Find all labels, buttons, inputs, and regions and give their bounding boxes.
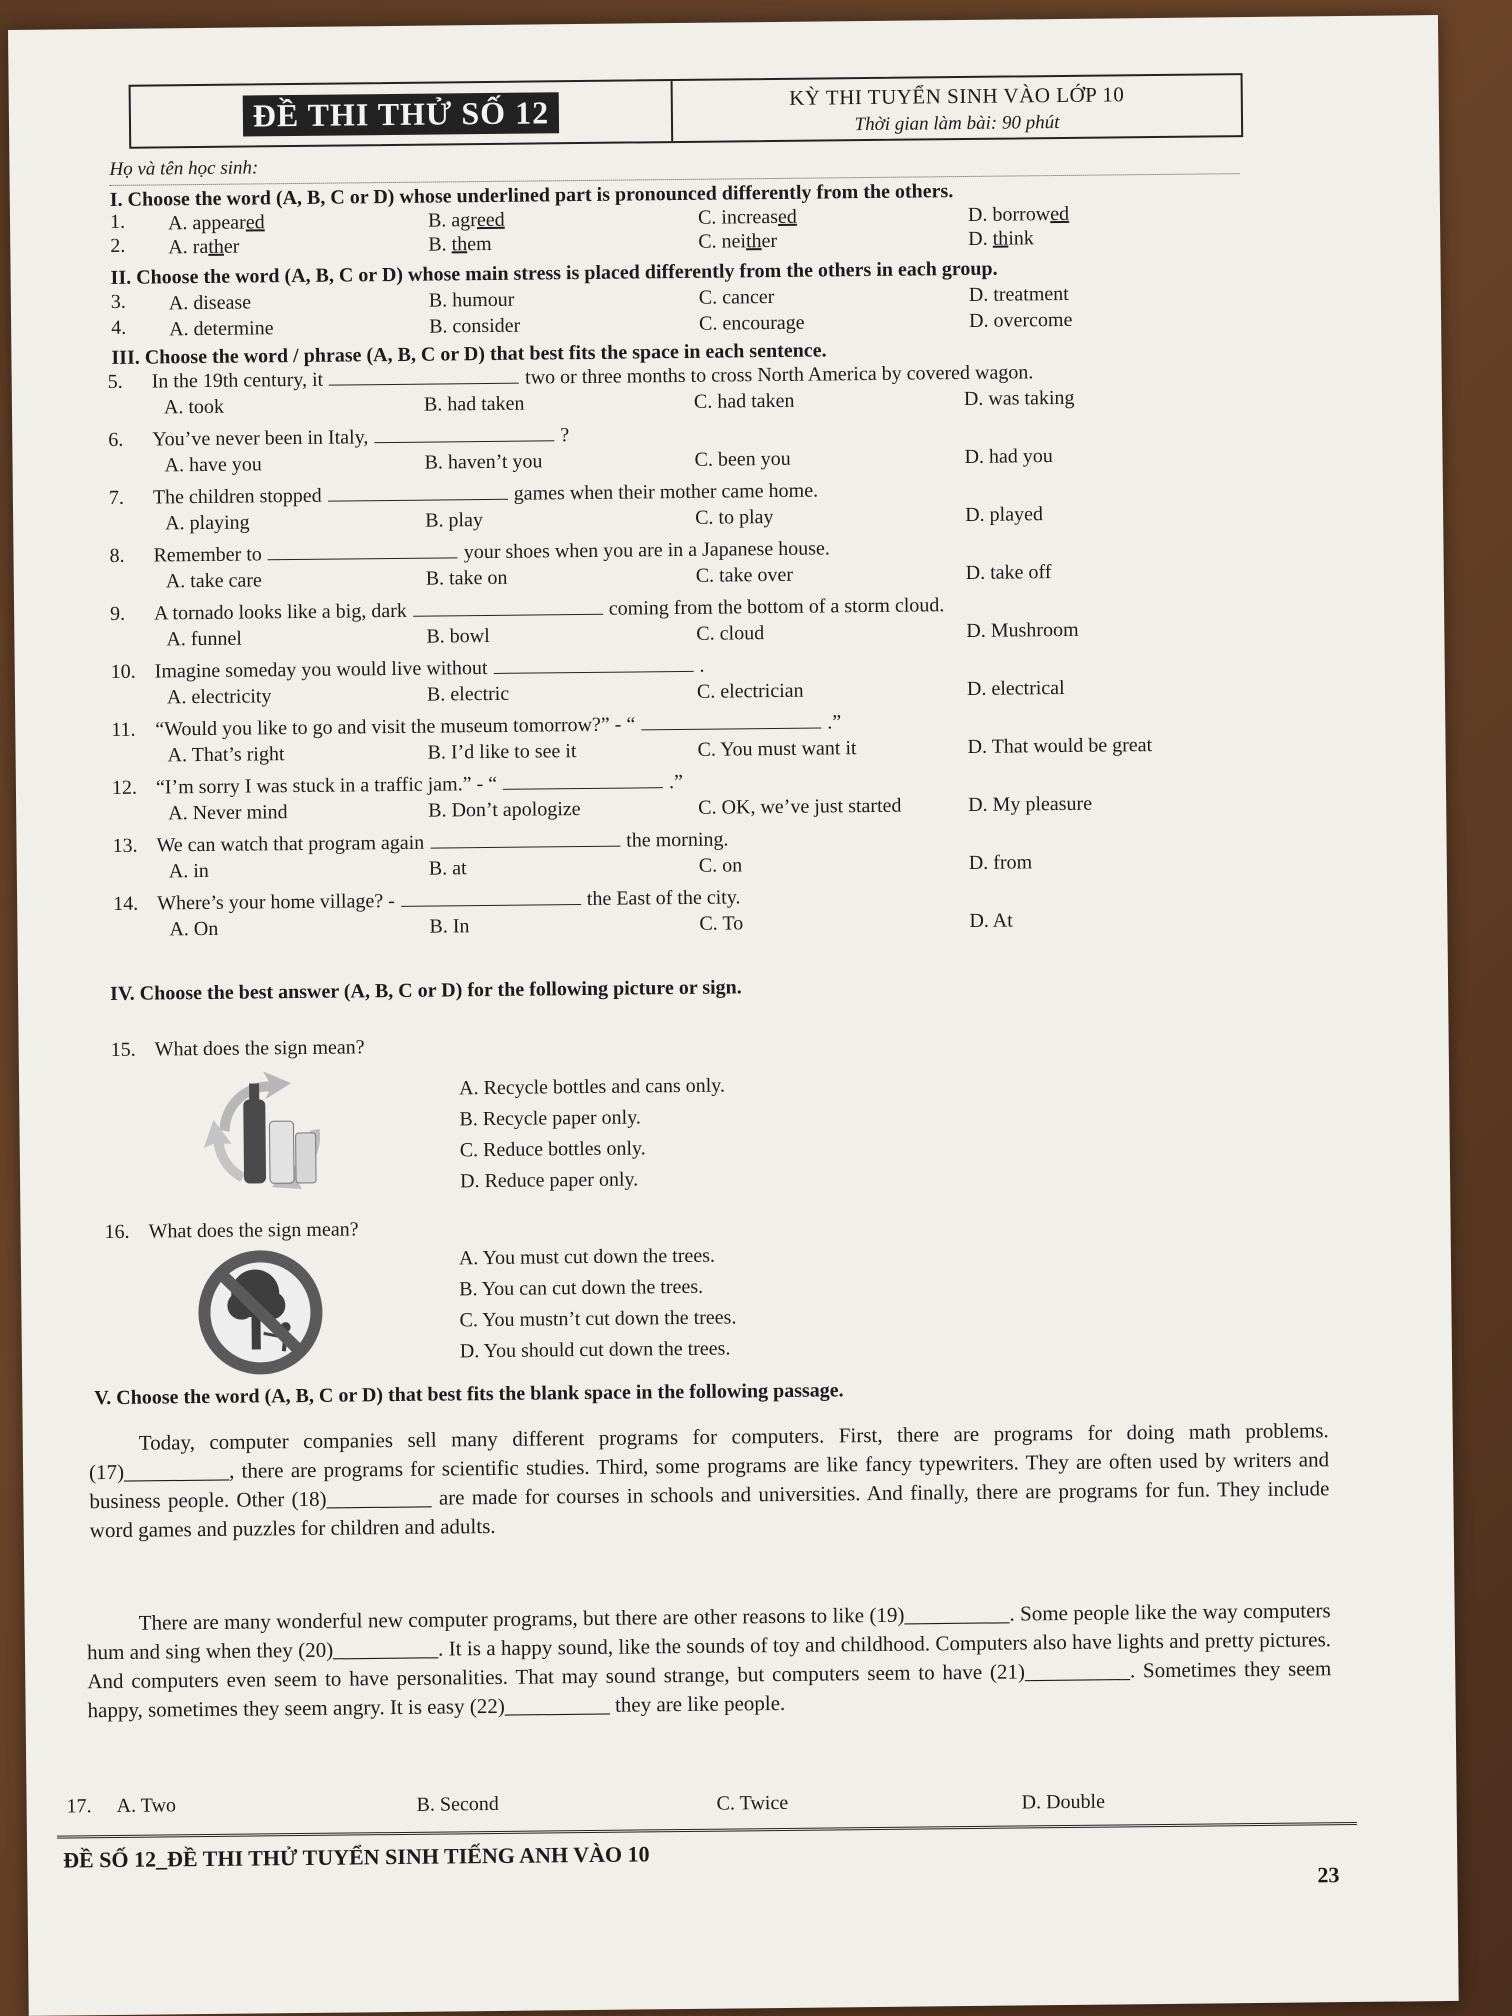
section-4-heading: IV. Choose the best answer (A, B, C or D) for the following picture or sign.: [109, 976, 742, 1005]
question-text: What does the sign mean?: [154, 1036, 365, 1061]
answer-option: B. bowl: [426, 624, 490, 648]
answer-option: A. electricity: [166, 685, 272, 709]
answer-option: [968, 203, 1069, 227]
question-text: .: [699, 654, 705, 677]
answer-option: A. Recycle bottles and cans only.: [458, 1074, 726, 1100]
answer-option: B. In: [429, 915, 470, 938]
header-info-cell: [673, 75, 1242, 141]
underlined-part: ed: [245, 211, 265, 234]
question-text: Remember to: [153, 543, 262, 567]
footer-title: ĐỀ SỐ 12_ĐỀ THI THỬ TUYỂN SINH TIẾNG ANH VÀO 10: [63, 1841, 650, 1873]
underlined-part: th: [208, 235, 224, 258]
question-text: We can watch that program again: [156, 831, 425, 857]
section-3-heading: III. Choose the word / phrase (A, B, C or D) that best fits the space in each sentence.: [111, 339, 827, 369]
question-number: 3.: [110, 290, 126, 313]
no-cutting-trees-sign-image: [197, 1249, 324, 1376]
answer-option: A. That’s right: [167, 743, 285, 767]
student-name-line: [109, 147, 1239, 186]
time-allowed: Thời gian làm bài: 90 phút: [854, 111, 1060, 136]
answer-option: B. humour: [428, 288, 515, 312]
recycle-bottles-sign-image: [199, 1069, 340, 1200]
answer-option: A. disease: [168, 291, 252, 315]
answer-option: C. You must want it: [697, 737, 857, 761]
answer-option: A. On: [169, 917, 219, 941]
answer-blank: [329, 367, 519, 386]
answer-option: A. Never mind: [168, 801, 288, 825]
answer-option: D. from: [968, 851, 1033, 874]
question-number: 13.: [112, 834, 138, 857]
answer-option: D. That would be great: [967, 734, 1153, 758]
question-text: “I’m sorry I was stuck in a traffic jam.” - “: [155, 772, 498, 799]
answer-option: C. To: [699, 912, 744, 935]
question-text: .”: [827, 711, 842, 734]
answer-option: D. played: [965, 503, 1044, 527]
header-title-cell: [131, 81, 674, 147]
answer-option: A. take care: [165, 569, 262, 593]
answer-blank: [413, 598, 603, 617]
can-icon: [296, 1133, 317, 1183]
question-number: 9.: [110, 602, 126, 625]
answer-option: C. Twice: [716, 1791, 789, 1815]
option-text: ink: [1008, 227, 1034, 250]
answer-option: B. I’d like to see it: [427, 740, 577, 764]
question-15-stem: [111, 1036, 365, 1062]
question-text: What does the sign mean?: [148, 1218, 359, 1243]
answer-option: B. take on: [425, 566, 508, 590]
answer-option: A. playing: [165, 511, 250, 535]
answer-option: C. take over: [695, 563, 794, 587]
answer-option: B. haven’t you: [424, 450, 543, 474]
test-title: ĐỀ THI THỬ SỐ 12: [243, 92, 560, 136]
answer-option: [428, 209, 505, 233]
answer-option: D. At: [969, 909, 1013, 932]
answer-option: [698, 206, 797, 230]
question-number: 6.: [108, 428, 124, 451]
bottle-icon: [243, 1099, 266, 1183]
option-text: er: [223, 235, 240, 258]
answer-option: B. play: [425, 509, 484, 532]
option-text: em: [467, 232, 492, 256]
question-text: two or three months to cross North America by covered wagon.: [524, 361, 1034, 389]
answer-option: A. have you: [164, 453, 262, 477]
passage-paragraph-1: Today, computer companies sell many different programs for computers. First, there are programs for doing math problems. (17)__________, there are programs for scientific studies. Third, some programs are like fancy typewriters. They are often used by writers and business people. Other (18)__________ are made for courses in schools and universities. And finally, there are programs for fun. They include word games and puzzles for children and adults.: [88, 1418, 1330, 1543]
question-stem: [110, 594, 944, 626]
answer-option: D. treatment: [968, 282, 1069, 306]
underlined-part: th: [745, 230, 762, 253]
question-16-stem: [104, 1218, 358, 1244]
answer-option: C. cloud: [696, 622, 765, 645]
question-stem: [113, 886, 741, 916]
answer-option: D. had you: [964, 445, 1053, 469]
question-text: the morning.: [626, 828, 729, 852]
answer-option: D. electrical: [966, 676, 1065, 700]
question-text: You’ve never been in Italy,: [152, 426, 369, 451]
student-name-label: Họ và tên học sinh:: [109, 157, 259, 180]
answer-option: C. electrician: [696, 679, 804, 703]
answer-option: B. at: [428, 857, 467, 880]
exam-paper: [8, 15, 1459, 2016]
question-number: 17.: [66, 1795, 92, 1818]
answer-blank: [493, 655, 693, 674]
exam-name: KỲ THI TUYỂN SINH VÀO LỚP 10: [789, 82, 1125, 110]
question-number: 5.: [107, 370, 123, 393]
question-text: ?: [560, 424, 570, 447]
answer-option: B. electric: [426, 682, 510, 706]
answer-option: C. OK, we’ve just started: [698, 794, 902, 819]
answer-option: [968, 227, 1034, 251]
question-number: 8.: [109, 544, 125, 567]
question-number: 7.: [108, 486, 125, 509]
question-number: 1.: [109, 210, 126, 233]
answer-option: [168, 211, 265, 235]
question-stem: [111, 655, 705, 684]
answer-option: D. Reduce paper only.: [459, 1168, 639, 1193]
answer-option: C. encourage: [698, 311, 805, 335]
underlined-part: ed: [777, 205, 797, 228]
question-stem: [108, 424, 569, 452]
option-text: D. borrow: [967, 203, 1051, 226]
question-stem: [109, 537, 830, 568]
answer-blank: [374, 424, 554, 443]
question-text: In the 19th century, it: [151, 368, 324, 393]
option-text: er: [761, 229, 778, 253]
question-text: Imagine someday you would live without: [154, 657, 488, 683]
answer-option: A. funnel: [166, 627, 243, 651]
answer-option: [168, 236, 239, 260]
answer-option: D. overcome: [968, 308, 1073, 332]
option-text: C. increas: [697, 205, 779, 229]
question-number: 2.: [110, 234, 126, 257]
question-text: A tornado looks like a big, dark: [154, 599, 407, 625]
answer-option: D. take off: [965, 561, 1052, 584]
answer-option: A. determine: [169, 317, 274, 341]
answer-option: C. cancer: [698, 285, 775, 309]
answer-option: B. Don’t apologize: [428, 798, 581, 822]
answer-blank: [268, 541, 458, 560]
underlined-part: th: [992, 227, 1009, 250]
question-text: the East of the city.: [586, 886, 741, 910]
question-number: 11.: [111, 718, 136, 741]
answer-option: [428, 233, 492, 257]
option-text: B. agr: [427, 209, 478, 232]
answer-option: D. Mushroom: [966, 618, 1079, 642]
question-number: 4.: [111, 316, 127, 339]
answer-option: A. You must cut down the trees.: [458, 1244, 716, 1270]
answer-blank: [328, 483, 508, 502]
answer-option: C. You mustn’t cut down the trees.: [459, 1306, 737, 1332]
question-text: .”: [668, 770, 684, 794]
answer-option: B. Recycle paper only.: [459, 1106, 641, 1131]
answer-option: C. been you: [694, 447, 791, 471]
answer-blank: [401, 888, 581, 907]
answer-option: C. Reduce bottles only.: [459, 1137, 646, 1162]
option-text: C. nei: [698, 230, 747, 253]
question-text: “Would you like to go and visit the museum tomorrow?” - “: [155, 713, 636, 741]
question-text: your shoes when you are in a Japanese house.: [463, 537, 830, 564]
answer-option: B. You can cut down the trees.: [459, 1275, 704, 1301]
option-text: B.: [428, 233, 452, 256]
question-number: 15.: [110, 1038, 136, 1061]
can-icon: [269, 1121, 294, 1183]
underlined-part: eed: [476, 208, 505, 232]
answer-option: C. to play: [695, 506, 774, 529]
answer-option: B. consider: [429, 314, 521, 338]
answer-option: D. was taking: [963, 386, 1075, 411]
answer-blank: [430, 830, 620, 849]
question-text: coming from the bottom of a storm cloud.: [608, 594, 945, 620]
answer-option: C. had taken: [693, 389, 795, 413]
question-number: 16.: [104, 1220, 130, 1244]
page-number: 23: [1317, 1862, 1340, 1888]
answer-option: A. Two: [116, 1794, 177, 1817]
footer-divider: [57, 1822, 1357, 1839]
question-stem: [111, 711, 841, 742]
question-number: 10.: [110, 660, 136, 683]
answer-blank: [641, 712, 821, 731]
answer-option: A. took: [163, 395, 225, 419]
question-stem: [112, 771, 683, 800]
exam-header: [129, 73, 1244, 149]
question-text: Where’s your home village? -: [157, 889, 395, 915]
answer-option: D. You should cut down the trees.: [459, 1337, 731, 1363]
option-text: A. ra: [168, 235, 209, 259]
section-5-heading: V. Choose the word (A, B, C or D) that best fits the blank space in the following passage.: [94, 1379, 844, 1410]
option-text: A. appear: [167, 211, 246, 235]
question-text: games when their mother came home.: [513, 479, 819, 505]
answer-option: C. on: [698, 854, 743, 877]
underlined-part: th: [451, 233, 468, 256]
section-1-heading: I. Choose the word (A, B, C or D) whose underlined part is pronounced differently from the others.: [109, 180, 954, 211]
question-stem: [109, 480, 818, 510]
question-number: 14.: [113, 892, 139, 915]
question-stem: [112, 829, 728, 858]
answer-option: D. My pleasure: [968, 792, 1093, 816]
section-2-heading: II. Choose the word (A, B, C or D) whose main stress is placed differently from the others in each group.: [110, 257, 998, 289]
answer-option: B. Second: [416, 1792, 499, 1816]
answer-option: B. had taken: [423, 392, 525, 416]
question-text: The children stopped: [152, 484, 322, 509]
passage-paragraph-2: There are many wonderful new computer programs, but there are other reasons to like (19)__________. Some people like the way computers hum and sing when they (20)__________. It is a happy sound, like the sounds of toy and childhood. Computers also have lights and pretty pictures. And computers even seem to have personalities. That may sound strange, but computers seem to have (21)__________. Sometimes they seem happy, sometimes they seem angry. It is easy (22)__________ they are like people.: [86, 1598, 1332, 1723]
underlined-part: ed: [1050, 202, 1070, 226]
answer-option: D. Double: [1021, 1790, 1106, 1814]
answer-blank: [503, 771, 663, 790]
answer-option: [698, 230, 777, 254]
answer-option: A. in: [168, 859, 209, 883]
option-text: D.: [968, 227, 993, 250]
question-number: 12.: [111, 776, 138, 799]
